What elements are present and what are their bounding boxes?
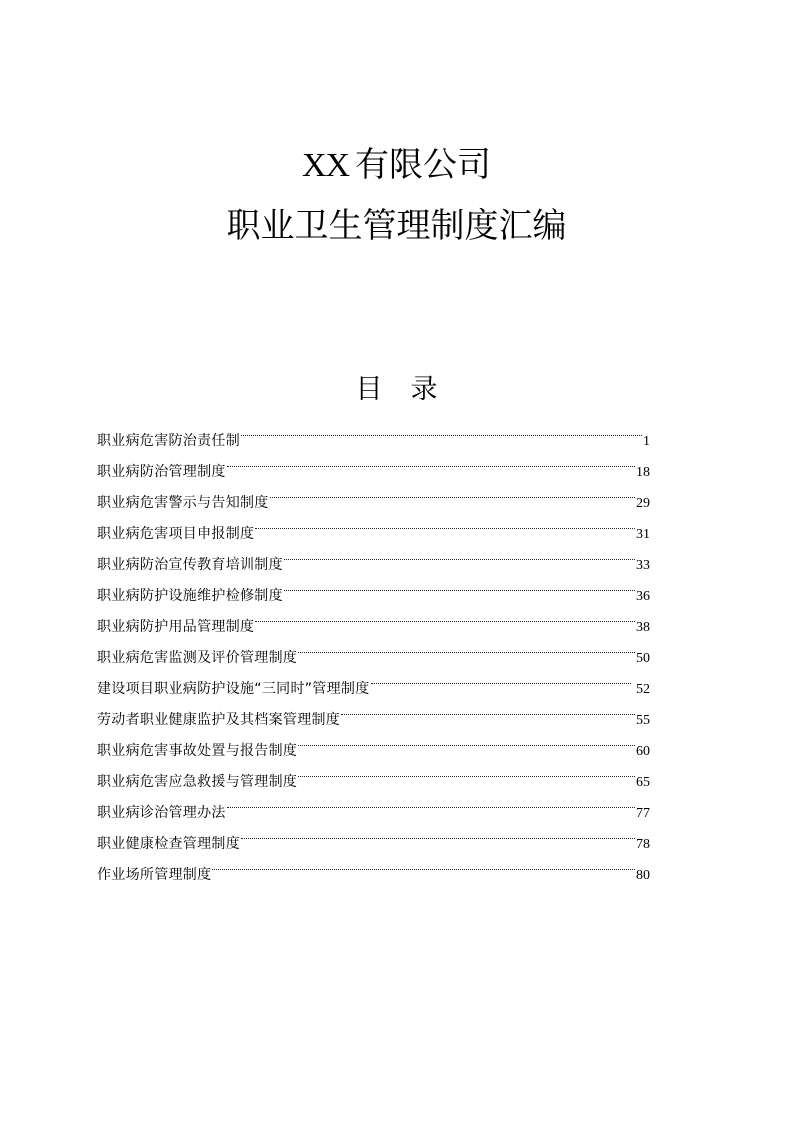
- company-prefix: XX: [301, 147, 350, 184]
- company-name: 有限公司: [355, 145, 492, 185]
- dot-leader: [227, 786, 635, 817]
- toc-entry-page: 1: [643, 434, 650, 449]
- toc-heading-char-1: 目: [355, 374, 383, 405]
- dot-leader: [241, 817, 635, 848]
- toc-entry-page: 55: [636, 713, 650, 728]
- toc-heading: [0, 372, 793, 408]
- toc-entry-page: 80: [636, 868, 650, 883]
- toc-entry-label: 职业病防护设施维护检修制度: [97, 588, 283, 604]
- toc-entry-page: 77: [636, 806, 650, 821]
- toc-entry[interactable]: [97, 414, 650, 449]
- toc-entry-label: 职业病危害应急救援与管理制度: [97, 774, 298, 790]
- dot-leader: [298, 724, 635, 755]
- dot-leader: [298, 631, 635, 662]
- toc-heading-char-2: 录: [410, 374, 438, 405]
- toc-entry-label: 职业病诊治管理办法: [97, 805, 226, 821]
- dot-leader: [255, 600, 635, 631]
- toc-entry-label: 建设项目职业病防护设施“三同时”管理制度: [97, 681, 370, 697]
- toc-entry-page: 52: [636, 682, 650, 697]
- toc-entry-label: 职业病防治管理制度: [97, 464, 226, 480]
- toc-entry-label: 职业病危害防治责任制: [97, 433, 240, 449]
- toc-entry-page: 50: [636, 651, 650, 666]
- toc-entry-page: 60: [636, 744, 650, 759]
- dot-leader: [284, 538, 635, 569]
- toc-entry-label: 职业病危害事故处置与报告制度: [97, 743, 298, 759]
- toc-entry-page: 33: [636, 558, 650, 573]
- toc-entry-page: 31: [636, 527, 650, 542]
- company-title: [0, 142, 793, 189]
- dot-leader: [284, 569, 635, 600]
- dot-leader: [270, 476, 635, 507]
- toc-entry-label: 职业健康检查管理制度: [97, 836, 240, 852]
- toc-entry-page: 78: [636, 837, 650, 852]
- toc-entry-label: 职业病防护用品管理制度: [97, 619, 255, 635]
- toc-entry-label: 作业场所管理制度: [97, 867, 212, 883]
- dot-leader: [255, 507, 635, 538]
- document-title: 职业卫生管理制度汇编: [226, 206, 567, 246]
- toc-entry-page: 65: [636, 775, 650, 790]
- toc-entry-page: 29: [636, 496, 650, 511]
- dot-leader: [241, 414, 642, 445]
- dot-leader: [298, 755, 635, 786]
- dot-leader: [212, 848, 635, 879]
- dot-leader: [371, 662, 631, 693]
- table-of-contents: [97, 414, 650, 883]
- dot-leader: [227, 445, 635, 476]
- toc-entry-label: 职业病危害监测及评价管理制度: [97, 650, 298, 666]
- dot-leader: [341, 693, 635, 724]
- toc-entry-page: 36: [636, 589, 650, 604]
- toc-entry-page: 38: [636, 620, 650, 635]
- toc-entry-label: 职业病危害警示与告知制度: [97, 495, 269, 511]
- toc-entry-label: 劳动者职业健康监护及其档案管理制度: [97, 712, 341, 728]
- toc-entry-label: 职业病危害项目申报制度: [97, 526, 255, 542]
- toc-entry-page: 18: [636, 465, 650, 480]
- toc-entry-label: 职业病防治宣传教育培训制度: [97, 557, 283, 573]
